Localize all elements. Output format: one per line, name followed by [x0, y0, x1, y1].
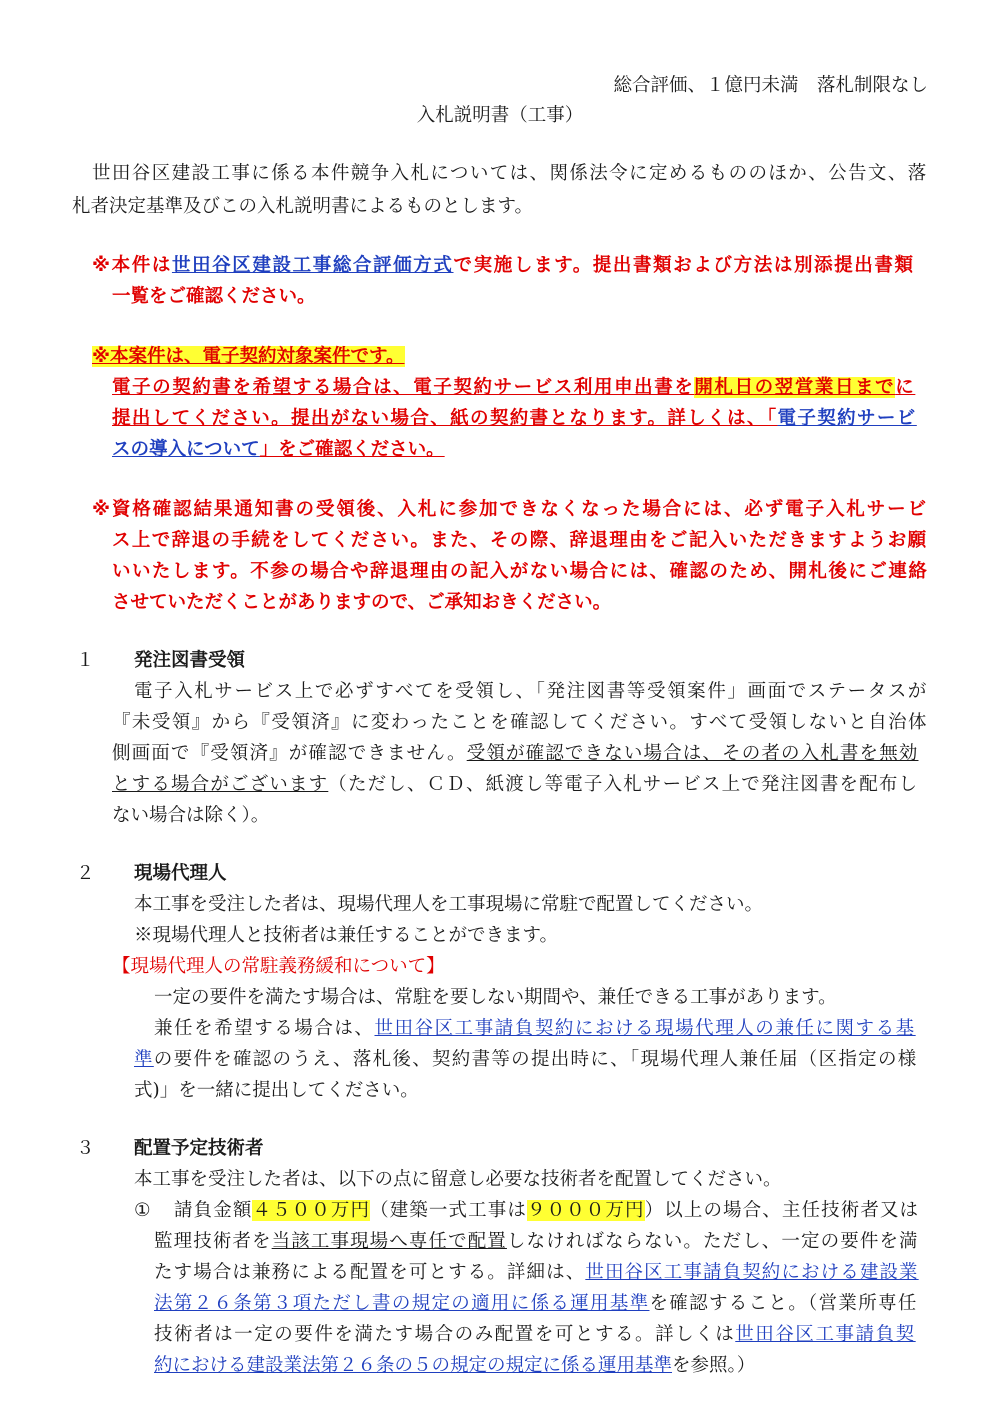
section-1-line-4: [112, 769, 918, 800]
section-2-subheading: 【現場代理人の常駐義務緩和について】: [112, 956, 445, 977]
section-3-title: 配置予定技術者: [134, 1138, 264, 1159]
document-title: 入札説明書（工事）: [416, 105, 584, 126]
notice-withdrawal-line-4: させていただくことがありますので、ご承知おきください。: [112, 592, 612, 613]
notice-e-contract-line-1: [112, 372, 915, 403]
item-2b: しなければならない。ただし、一定の要件を満: [506, 1231, 919, 1252]
section-3-item-number: ①: [134, 1200, 151, 1221]
notice-evaluation: [92, 250, 915, 281]
section-2-line-4: [154, 1013, 916, 1044]
section-3-item-line-6: [154, 1350, 755, 1381]
dedicated-assignment-underline: 当該工事現場へ専任で配置: [271, 1231, 507, 1252]
section-3-item-line-2: [154, 1226, 919, 1257]
section-1-line-4b: （ただし、ＣＤ、紙渡し等電子入札サービス上で発注図書を配布し: [328, 774, 919, 795]
article26-5-standard-link[interactable]: 世田谷区工事請負契: [735, 1324, 916, 1345]
section-3-number: ３: [76, 1138, 95, 1159]
section-3-item-line-3: [154, 1257, 919, 1288]
notice-withdrawal-line-1: ※資格確認結果通知書の受領後、入札に参加できなくなった場合には、必ず電子入札サービ: [92, 499, 928, 520]
notice-e-contract-line-3: [112, 434, 445, 465]
article26-standard-link-cont[interactable]: 法第２６条第３項ただし書の規定の適用に係る運用基準: [154, 1293, 650, 1314]
e-contract-line-1b: に: [895, 377, 916, 398]
section-1-invalid-warning: 受領が確認できない場合は、その者の入札書を無効: [466, 743, 919, 764]
notice-withdrawal-line-3: いいたします。不参の場合や辞退理由の記入がない場合には、確認のため、開札後にご連絡: [112, 561, 929, 582]
intro-line-2: 札者決定基準及びこの入札説明書によるものとします。: [72, 196, 534, 217]
e-contract-intro-link[interactable]: スの導入について: [112, 439, 260, 460]
item-3a: たす場合は兼務による配置を可とする。詳細は、: [154, 1262, 586, 1283]
e-contract-service-link[interactable]: 電子契約サービ: [777, 408, 917, 429]
section-3-line-1: 本工事を受注した者は、以下の点に留意し必要な技術者を配置してください。: [134, 1169, 782, 1190]
section-1-line-3: [112, 738, 918, 769]
notice-e-contract-heading: [92, 341, 405, 372]
section-1-title: 発注図書受領: [134, 650, 246, 671]
section-3-item-line-5: [154, 1319, 916, 1350]
e-contract-heading-text: ※本案件は、電子契約対象案件です。: [92, 346, 405, 367]
item-2a: 監理技術者を: [154, 1231, 272, 1252]
article26-5-standard-link-cont[interactable]: 約における建設業法第２６条の５の規定の規定に係る運用基準: [154, 1355, 673, 1376]
e-contract-line-3b: 」をご確認ください。: [259, 439, 445, 460]
section-2-line-5b: の要件を確認のうえ、落札後、契約書等の提出時に、「現場代理人兼任届（区指定の様: [153, 1049, 918, 1070]
section-1-line-1: 電子入札サービス上で必ずすべてを受領し、「発注図書等受領案件」画面でステータスが: [134, 681, 929, 702]
section-1-line-3a: 側画面で『受領済』が確認できません。: [112, 743, 467, 764]
section-2-line-2: ※現場代理人と技術者は兼任することができます。: [134, 925, 559, 946]
section-2-line-5: [134, 1044, 918, 1075]
item-5a: 技術者は一定の要件を満たす場合のみ配置を可とする。詳しくは: [154, 1324, 736, 1345]
item-1c: ）以上の場合、主任技術者又は: [644, 1200, 920, 1221]
item-1b: （建築一式工事は: [370, 1200, 527, 1221]
section-1-line-2: 『未受領』から『受領済』に変わったことを確認してください。すべて受領しないと自治体: [112, 712, 928, 733]
section-2-line-3: 一定の要件を満たす場合は、常駐を要しない期間や、兼任できる工事があります。: [154, 987, 837, 1008]
e-contract-line-1a: 電子の契約書を希望する場合は、電子契約サービス利用申出書を: [112, 377, 695, 398]
item-4b: を確認すること。（営業所専任: [649, 1293, 918, 1314]
agent-concurrent-standard-link[interactable]: 世田谷区工事請負契約における現場代理人の兼任に関する基: [374, 1018, 916, 1039]
section-3-item-line-4: [154, 1288, 918, 1319]
section-2-line-4a: 兼任を希望する場合は、: [154, 1018, 375, 1039]
document-subtitle: 総合評価、１億円未満 落札制限なし: [613, 75, 928, 96]
e-contract-line-2a: 提出してください。提出がない場合、紙の契約書となります。詳しくは、「: [112, 408, 778, 429]
agent-concurrent-standard-link-cont[interactable]: 準: [134, 1049, 154, 1070]
notice-evaluation-text-a: ※本件は: [92, 255, 172, 276]
amount-threshold-highlight: ４５００万円: [252, 1200, 371, 1221]
evaluation-method-link[interactable]: 世田谷区建設工事総合評価方式: [171, 255, 454, 276]
section-2-line-1: 本工事を受注した者は、現場代理人を工事現場に常駐で配置してください。: [134, 894, 764, 915]
section-2-title: 現場代理人: [134, 863, 227, 884]
item-1a: 請負金額: [174, 1200, 253, 1221]
notice-evaluation-line-2: 一覧をご確認ください。: [112, 286, 316, 307]
section-1-number: １: [76, 650, 95, 671]
notice-evaluation-text-b: で実施します。提出書類および方法は別添提出書類: [453, 255, 915, 276]
intro-line-1: 世田谷区建設工事に係る本件競争入札については、関係法令に定めるもののほか、公告文、落: [92, 163, 928, 184]
section-1-invalid-warning-cont: とする場合がございます: [112, 774, 329, 795]
article26-standard-link[interactable]: 世田谷区工事請負契約における建設業: [585, 1262, 919, 1283]
section-3-item-line-1: [174, 1195, 919, 1226]
item-6b: を参照。）: [672, 1355, 756, 1376]
notice-e-contract-line-2: [112, 403, 917, 434]
e-contract-deadline-highlight: 開札日の翌営業日まで: [694, 377, 896, 398]
section-2-line-6: 式)」を一緒に提出してください。: [134, 1080, 419, 1101]
building-amount-highlight: ９０００万円: [526, 1200, 645, 1221]
section-1-line-5: ない場合は除く）。: [112, 805, 270, 826]
section-2-number: ２: [76, 863, 95, 884]
notice-withdrawal-line-2: ス上で辞退の手続をしてください。また、その際、辞退理由をご記入いただきますようお願: [112, 530, 928, 551]
